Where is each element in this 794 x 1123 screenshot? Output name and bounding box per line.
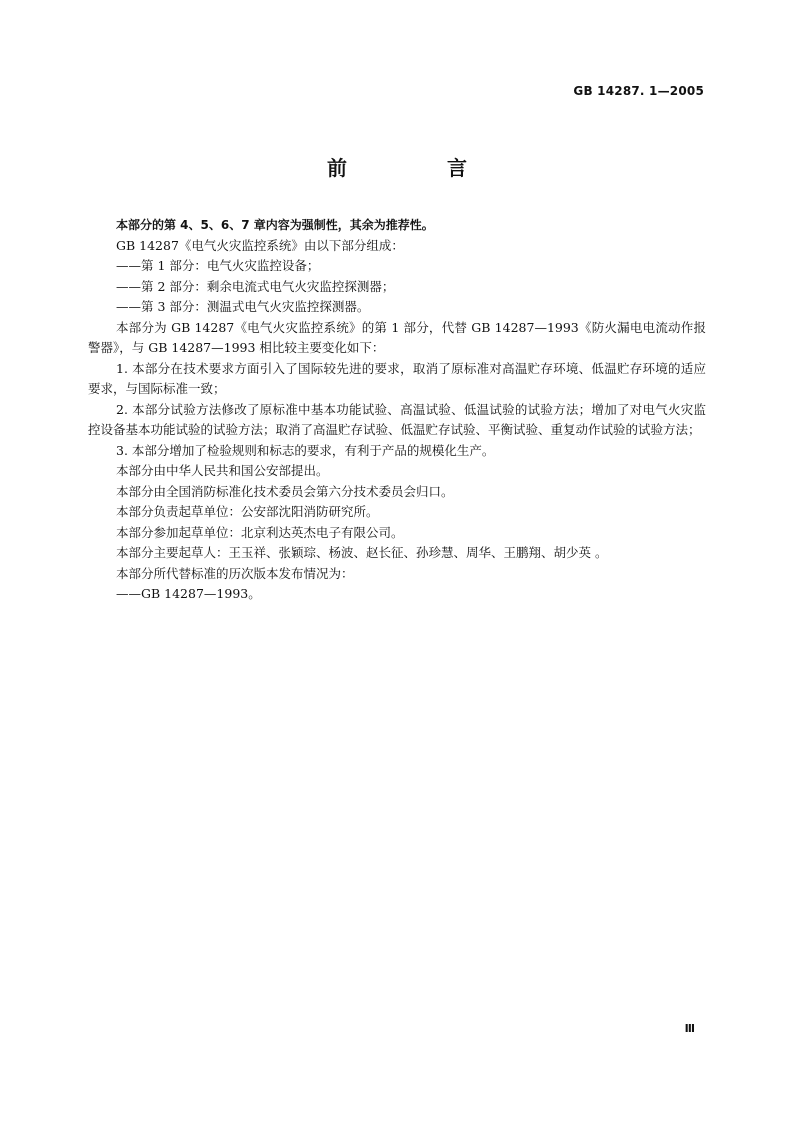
page-number: Ⅲ [684, 1022, 695, 1035]
change-item-3: 3. 本部分增加了检验规则和标志的要求，有利于产品的规模化生产。 [116, 442, 495, 458]
paragraph-participating-unit: 本部分参加起草单位：北京利达英杰电子有限公司。 [116, 524, 404, 540]
list-item-part-3: ——第 3 部分：测温式电气火灾监控探测器。 [116, 299, 370, 314]
paragraph-version-history: 本部分所代替标准的历次版本发布情况为： [116, 565, 354, 581]
list-item-previous-version: ——GB 14287—1993。 [116, 586, 261, 601]
paragraph-mandatory-note: 本部分的第 4、5、6、7 章内容为强制性，其余为推荐性。 [116, 218, 434, 232]
change-item-1: 1. 本部分在技术要求方面引入了国际较先进的要求，取消了原标准对高温贮存环境、低温贮存环境的适应要求，与国际标准一致； [88, 360, 706, 396]
paragraph-parts-intro: GB 14287《电气火灾监控系统》由以下部分组成： [116, 237, 404, 253]
paragraph-committee: 本部分由全国消防标准化技术委员会第六分技术委员会归口。 [116, 483, 454, 499]
paragraph-proposer: 本部分由中华人民共和国公安部提出。 [116, 463, 329, 478]
page-title: 前 言 [327, 156, 507, 180]
standard-code: GB 14287. 1—2005 [573, 84, 704, 98]
body-text [88, 215, 706, 605]
list-item-part-2: ——第 2 部分：剩余电流式电气火灾监控探测器； [116, 278, 395, 294]
paragraph-drafting-unit: 本部分负责起草单位：公安部沈阳消防研究所。 [116, 504, 379, 519]
change-item-2: 2. 本部分试验方法修改了原标准中基本功能试验、高温试验、低温试验的试验方法；增加了对电气火灾监控设备基本功能试验的试验方法；取消了高温贮存试验、低温贮存试验、平衡试验、重复动作试验的试验方法； [88, 401, 706, 437]
paragraph-drafters: 本部分主要起草人：王玉祥、张颖琮、杨波、赵长征、孙珍慧、周华、王鹏翔、胡少英 。 [116, 545, 608, 560]
list-item-part-1: ——第 1 部分：电气火灾监控设备； [116, 258, 320, 273]
paragraph-replacement: 本部分为 GB 14287《电气火灾监控系统》的第 1 部分，代替 GB 14287—1993《防火漏电电流动作报警器》，与 GB 14287—1993 相比较主要变化如下： [88, 319, 706, 355]
